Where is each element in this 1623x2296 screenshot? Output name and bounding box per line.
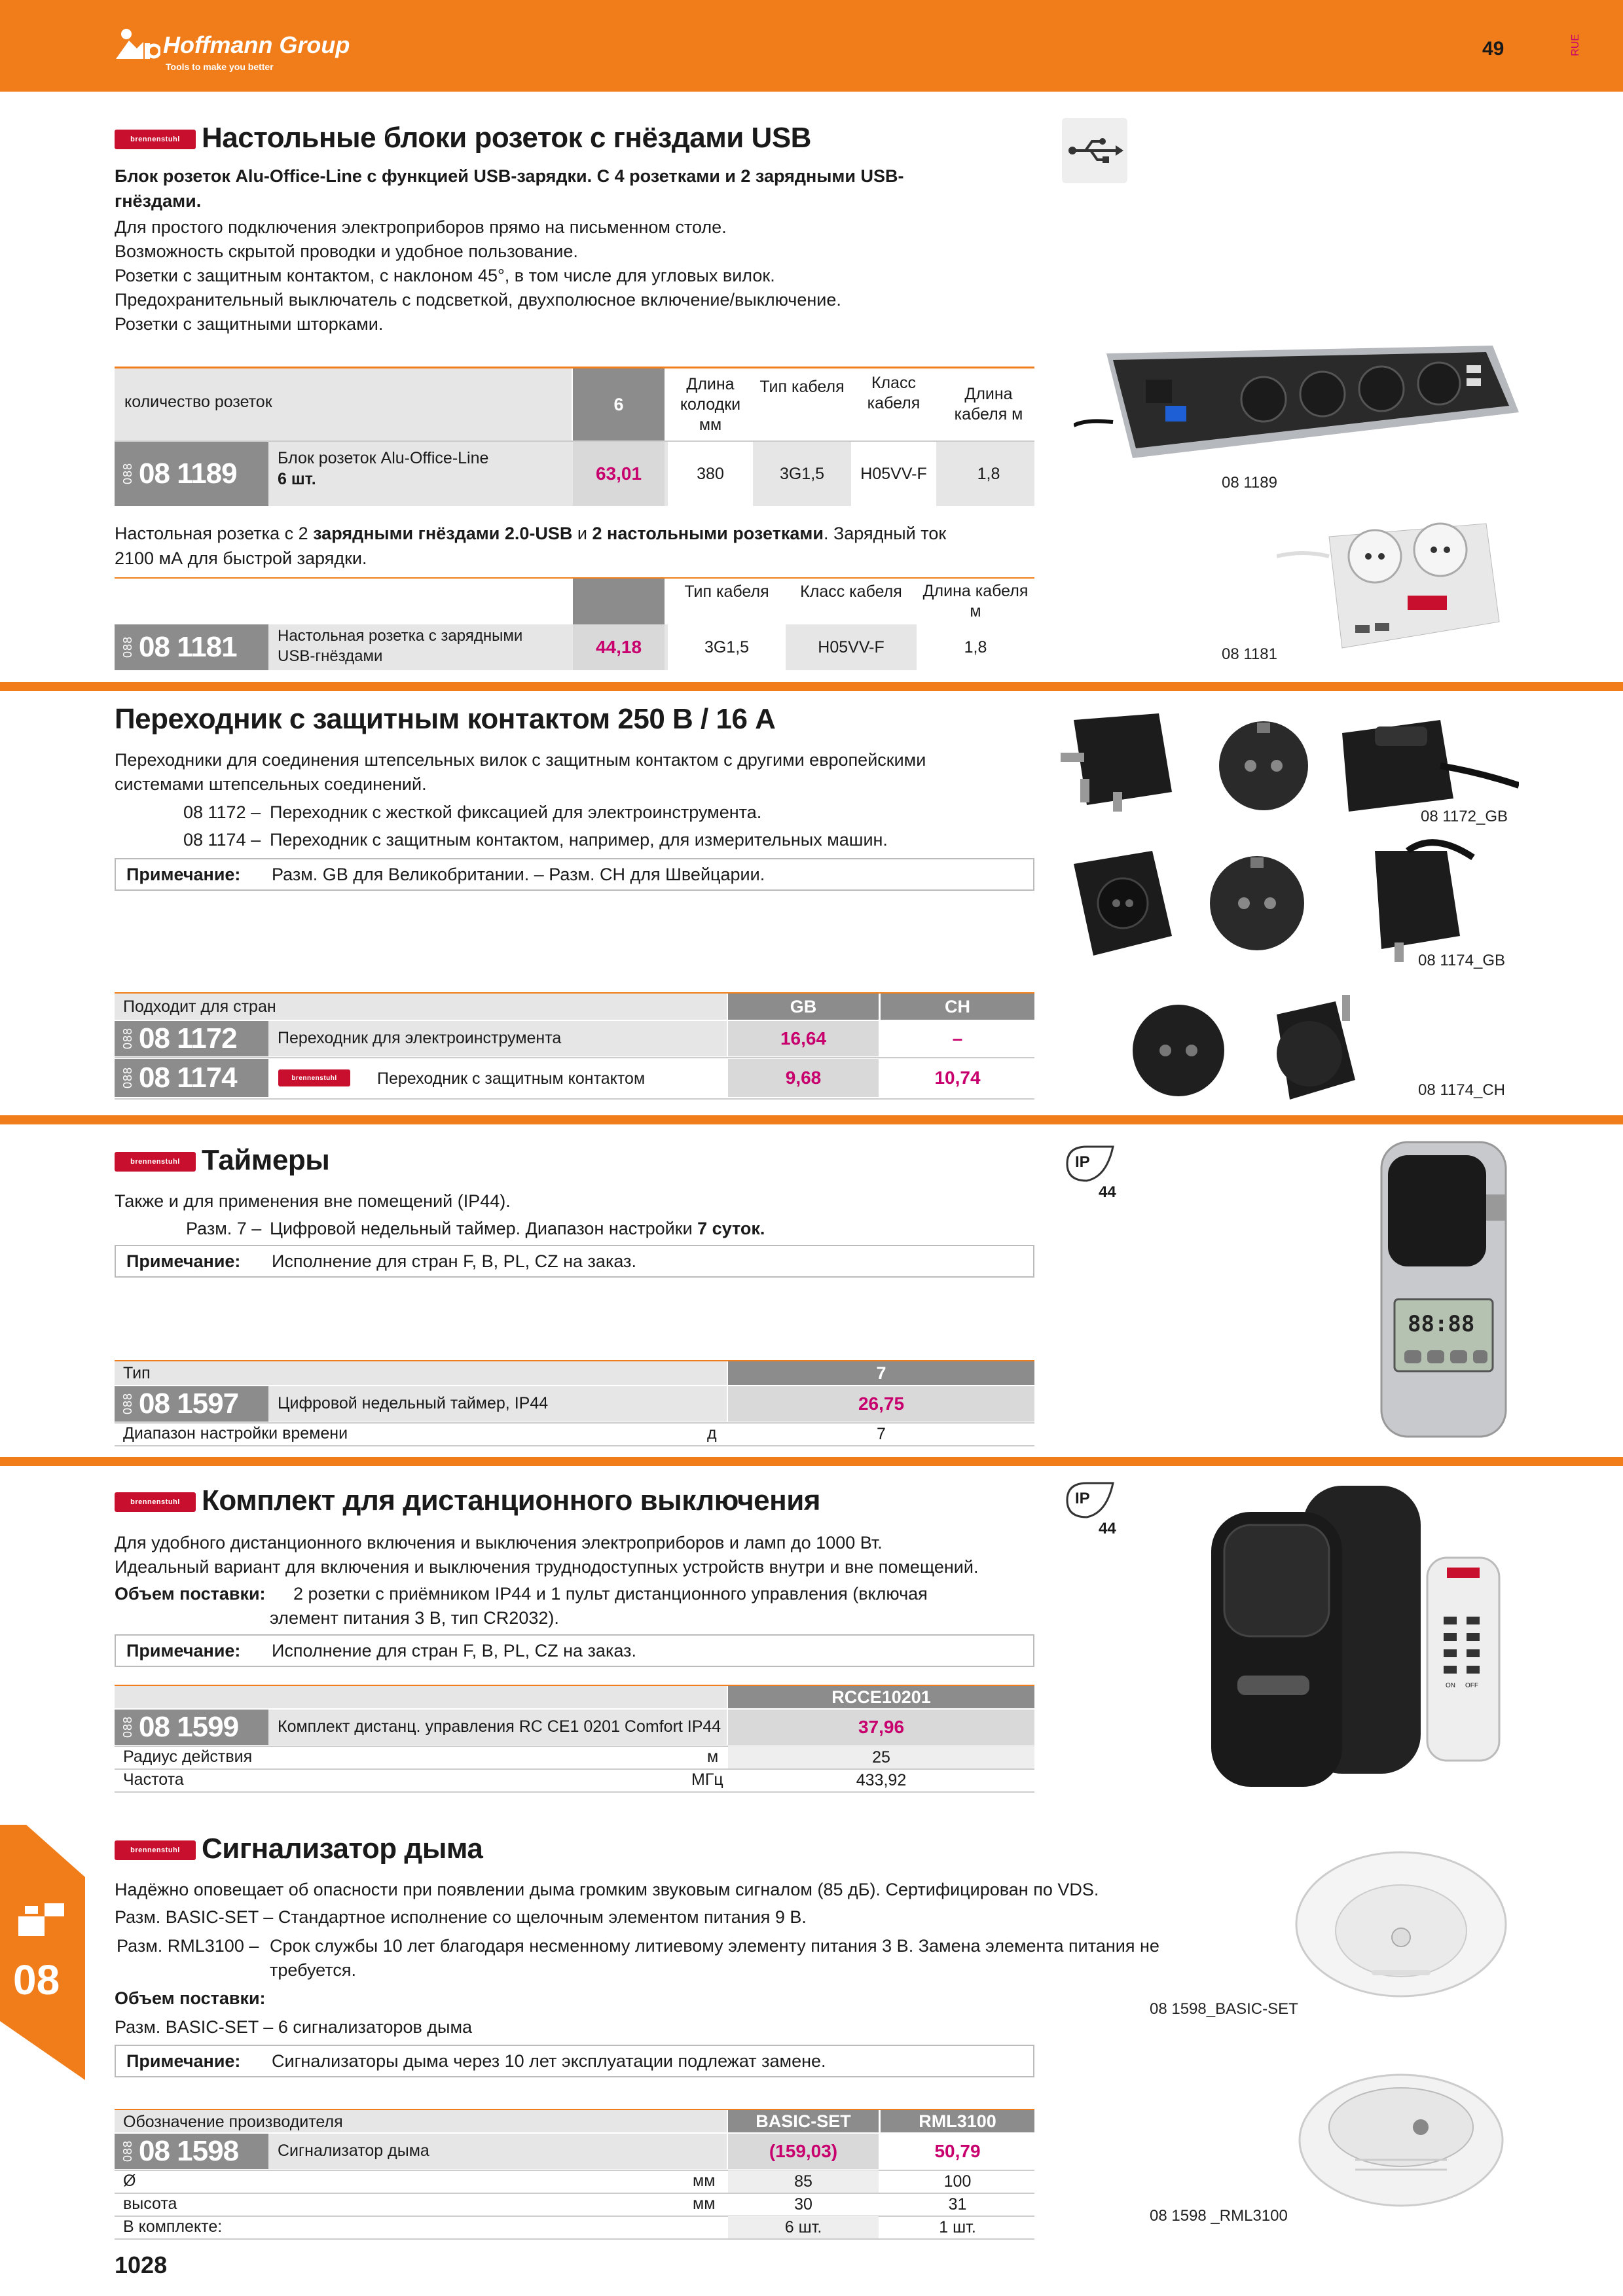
row-desc: Комплект дистанц. управления RC CE1 0201 Comfort IP44 [278,1717,721,1736]
row-unit: МГц [691,1770,723,1789]
s5-scope-label: Объем поставки: [115,1988,266,2008]
cell-class: H05VV-F [818,637,884,656]
brennenstuhl-logo [115,1840,196,1860]
col-header-cable-length: Длина кабеля м [922,582,1029,620]
s1-line: Розетки с защитными шторками. [115,314,384,334]
remote-on-label: ON [1446,1682,1455,1689]
price-gb: 9,68 [728,1059,879,1097]
row-desc: Блок розеток Alu-Office-Line [278,449,489,467]
ip-value: 44 [1099,1183,1116,1201]
row-desc-qty: 6 шт. [278,470,316,488]
article-number-081172[interactable] [115,1021,268,1056]
col-rml3100: RML3100 [881,2110,1034,2132]
note-text: Исполнение для стран F, B, PL, CZ на заказ. [272,1640,636,1660]
price: 37,96 [728,1710,1034,1745]
section-divider [0,682,1623,691]
row-unit: м [707,1748,719,1766]
brand-logo-text: brennenstuhl [130,1158,180,1166]
col-basic-set: BASIC-SET [728,2110,879,2132]
article-number-081599[interactable] [115,1710,268,1745]
product-photo-smoke-rml3100[interactable] [1296,2062,1506,2219]
table-label: Тип [123,1364,151,1382]
col-header-cable: Тип кабеля [759,377,845,396]
s2-item-code: 08 1172 – [183,802,261,822]
brand-logo-text: brennenstuhl [291,1074,337,1082]
section-divider [0,1457,1623,1466]
table-divider [115,2238,1034,2240]
article-prefix: 088 [121,1067,134,1089]
row-unit: мм [693,2172,716,2190]
article-code: 08 1599 [139,1711,239,1743]
s5-rml-code: Разм. RML3100 – [117,1936,259,1956]
article-number-081174[interactable] [115,1059,268,1097]
col-gb: GB [728,994,879,1020]
row-value-rml: 1 шт. [939,2217,976,2236]
article-code: 08 1597 [139,1388,239,1420]
note-box [115,1634,1034,1667]
row-value-rml: 100 [943,2172,972,2191]
product-photo-adapter-1172-gb[interactable] [1048,694,1519,825]
price: 26,75 [728,1386,1034,1422]
photo-caption: 08 1598_BASIC-SET [1150,2000,1298,2018]
note-label: Примечание: [126,2051,241,2071]
row-value: 433,92 [856,1770,907,1789]
s2-item-text: Переходник с защитным контактом, например, для измерительных машин. [270,830,888,850]
article-prefix: 088 [121,2140,134,2162]
s1-text-bold: 2 настольными розетками [592,524,824,543]
s4-scope-label: Объем поставки: [115,1584,266,1604]
ip44-icon [1061,1144,1120,1210]
table-divider [115,1445,1034,1446]
article-prefix: 088 [121,463,134,485]
table-divider [115,1098,1034,1100]
article-code: 08 1174 [139,1062,237,1094]
product-photo-power-strip[interactable] [1074,334,1525,465]
note-text: Сигнализаторы дыма через 10 лет эксплуатации подлежат замене. [272,2051,826,2071]
cell-cable: 3G1,5 [668,624,786,670]
s1-desk-socket-text-2: 2100 мА для быстрой зарядки. [115,548,367,568]
cell-class: H05VV-F [851,442,936,506]
price-basic-set: (159,03) [728,2134,879,2169]
s1-text-part: Настольная розетка с 2 [115,524,314,543]
s1-desk-socket-text [115,521,1044,546]
s2-item-text: Переходник с жесткой фиксацией для электроинструмента. [270,802,762,822]
timer-lcd-digits: 88:88 [1408,1311,1475,1337]
usb-icon [1062,118,1127,183]
chapter-tab [0,1825,85,2080]
row-desc: Настольная розетка с зарядными [278,627,523,645]
lang-code: RUE [1570,34,1581,56]
table-header-row [115,579,572,624]
note-box [115,2045,1034,2077]
article-number-081597[interactable] [115,1386,268,1422]
price-header-cell [573,579,665,624]
col-header-cable-length: Длина кабеля м [954,385,1023,423]
cell-length: 380 [668,442,753,506]
photo-caption: 08 1174_GB [1418,952,1505,969]
col-header-cable: Тип кабеля [684,582,769,601]
section-divider [0,1115,1623,1124]
row-value: 25 [728,1746,1034,1768]
price-ch: – [952,1028,963,1049]
row-label: Ø [123,2172,136,2190]
row-value: 7 [877,1424,886,1443]
article-code: 08 1172 [139,1022,237,1054]
row-value-basic: 30 [794,2195,812,2214]
product-photo-adapter-1174-ch[interactable] [1120,988,1381,1106]
cell-cable: 3G1,5 [779,464,825,483]
company-name: Hoffmann Group [163,31,350,58]
page-number: 49 [1482,38,1504,60]
col-header-class: Класс кабеля [867,374,921,412]
section-title-usb-sockets: Настольные блоки розеток с гнёздами USB [202,122,811,154]
row-desc: USB-гнёздами [278,647,383,665]
s1-lead: Блок розеток Alu-Office-Line с функцией USB-зарядки. С 4 розетками и 2 зарядными USB-гнёздами. [115,166,904,211]
s1-line: Розетки с защитным контактом, с наклоном 45°, в том числе для угловых вилок. [115,266,775,285]
ip-label: IP [1075,1153,1090,1171]
s3-item-code: Разм. 7 – [186,1219,262,1238]
s3-line: Также и для применения вне помещений (IP44). [115,1191,511,1211]
row-desc: Сигнализатор дыма [278,2142,429,2160]
s3-item-text [270,1216,765,1241]
row-label: высота [123,2195,177,2213]
s5-line: Надёжно оповещает об опасности при появлении дыма громким звуковым сигналом (85 дБ). Сертифицирован по VDS. [115,1880,1099,1899]
s1-text-bold: зарядными гнёздами 2.0-USB [313,524,573,543]
article-code: 08 1598 [139,2135,239,2167]
s5-rml-text: Срок службы 10 лет благодаря несменному литиевому элементу питания 3 В. Замена элемента питания не [270,1936,1159,1956]
table-divider [115,1057,1034,1058]
row-value-basic: 85 [728,2170,879,2193]
photo-caption: 08 1181 [1222,645,1277,663]
s1-text-part: и [572,524,593,543]
table-label: Подходит для стран [123,997,276,1016]
ip44-icon [1061,1480,1120,1546]
note-label: Примечание: [126,1251,241,1271]
col-ch: CH [881,994,1034,1020]
product-photo-smoke-basic[interactable] [1293,1839,1509,2003]
article-code: 08 1189 [139,457,237,490]
ip-value: 44 [1099,1520,1116,1537]
table-label: Обозначение производителя [123,2113,343,2131]
hoffmann-logo-icon [115,27,160,60]
col-header-class: Класс кабеля [800,582,902,601]
note-box [115,1245,1034,1278]
chapter-number: 08 [13,1956,60,2003]
s2-line: системами штепсельных соединений. [115,774,427,794]
product-photo-desk-socket[interactable] [1277,511,1506,655]
s5-rml-text: требуется. [270,1960,356,1980]
section-title-adapter: Переходник с защитным контактом 250 В / 16 А [115,703,776,735]
company-logo[interactable] [115,25,396,77]
photo-caption: 08 1598 _RML3100 [1150,2207,1288,2225]
table-divider [115,1791,1034,1793]
table-header-row [115,1361,727,1385]
photo-caption: 08 1174_CH [1418,1081,1505,1099]
row-label: Диапазон настройки времени [123,1424,348,1443]
s1-line: Для простого подключения электроприборов прямо на письменном столе. [115,217,727,237]
brand-logo-text: brennenstuhl [130,135,180,143]
article-prefix: 088 [121,636,134,658]
s1-line: Возможность скрытой проводки и удобное пользование. [115,242,578,261]
col-sockets: 6 [573,368,665,440]
brennenstuhl-logo [115,1152,196,1172]
price-gb: 16,64 [728,1021,879,1056]
col-header-length: Длина колодки мм [680,374,741,434]
section-title-smoke-detector: Сигнализатор дыма [202,1833,483,1865]
ip-label: IP [1075,1490,1090,1507]
row-value-basic: 6 шт. [728,2216,879,2238]
product-photo-adapter-1174-gb[interactable] [1067,838,1519,969]
article-prefix: 088 [121,1028,134,1050]
s1-text-part: . Зарядный ток [823,524,947,543]
brennenstuhl-logo [278,1069,350,1086]
note-text: Исполнение для стран F, B, PL, CZ на заказ. [272,1251,636,1271]
s4-line: Идеальный вариант для включения и выключения труднодоступных устройств внутри и вне помещений. [115,1557,979,1577]
section-title-timers: Таймеры [202,1144,330,1176]
s1-line: Предохранительный выключатель с подсветкой, двухполюсное включение/выключение. [115,290,841,310]
article-code: 08 1181 [139,631,237,663]
row-label: Частота [123,1770,184,1789]
row-desc: Переходник с защитным контактом [377,1069,646,1088]
s4-scope-text: 2 розетки с приёмником IP44 и 1 пульт дистанционного управления (включая [293,1584,928,1604]
brand-logo-text: brennenstuhl [130,1846,180,1854]
remote-off-label: OFF [1465,1682,1478,1689]
article-number-081189[interactable] [115,442,268,506]
note-box [115,858,1034,891]
product-photo-remote-kit[interactable] [1185,1473,1512,1800]
col-type: 7 [728,1361,1034,1385]
company-tagline: Tools to make you better [166,62,274,72]
row-label: В комплекте: [123,2217,223,2236]
price: 44,18 [573,624,665,670]
s4-line: Для удобного дистанционного включения и выключения электроприборов и ламп до 1000 Вт. [115,1533,883,1552]
s3-item-text-part: Цифровой недельный таймер. Диапазон настройки [270,1219,698,1238]
s4-scope-text: элемент питания 3 В, тип CR2032). [270,1608,559,1628]
row-unit: мм [693,2195,716,2213]
article-number-081181[interactable] [115,624,268,670]
row-label: Радиус действия [123,1748,253,1766]
footer-page-number: 1028 [115,2251,168,2278]
chapter-icon [12,1897,71,1943]
row-unit: д [707,1424,717,1443]
table-label: количество розеток [124,393,272,411]
price-ch: 10,74 [934,1067,981,1088]
brennenstuhl-logo [115,1492,196,1512]
table-header-row [115,1686,727,1708]
cell-cable-length: 1,8 [977,464,1000,483]
article-prefix: 088 [121,1716,134,1738]
s5-line: Разм. BASIC-SET – Стандартное исполнение со щелочным элементом питания 9 В. [115,1907,807,1927]
section-title-remote-kit: Комплект для дистанционного выключения [202,1484,820,1516]
row-value-rml: 31 [948,2195,967,2214]
price: 63,01 [573,442,665,506]
product-photo-timer[interactable] [1368,1136,1519,1443]
cell-cable-length: 1,8 [917,624,1034,670]
photo-caption: 08 1172_GB [1421,808,1508,825]
row-desc: Цифровой недельный таймер, IP44 [278,1394,549,1412]
note-label: Примечание: [126,864,241,884]
s5-scope-line: Разм. BASIC-SET – 6 сигнализаторов дыма [115,2017,473,2037]
brand-logo-text: brennenstuhl [130,1498,180,1506]
col-model: RCCE10201 [728,1686,1034,1708]
price-rml3100: 50,79 [934,2141,981,2161]
note-label: Примечание: [126,1640,241,1660]
article-number-081598[interactable] [115,2134,268,2169]
s2-line: Переходники для соединения штепсельных вилок с защитным контактом с другими европейскими [115,750,926,770]
note-text: Разм. GB для Великобритании. – Разм. CH для Швейцарии. [272,864,765,884]
article-prefix: 088 [121,1393,134,1415]
photo-caption: 08 1189 [1222,474,1277,492]
s2-item-code: 08 1174 – [183,830,261,850]
row-desc: Переходник для электроинструмента [278,1029,562,1047]
brennenstuhl-logo [115,130,196,149]
s3-item-bold: 7 суток. [697,1219,765,1238]
